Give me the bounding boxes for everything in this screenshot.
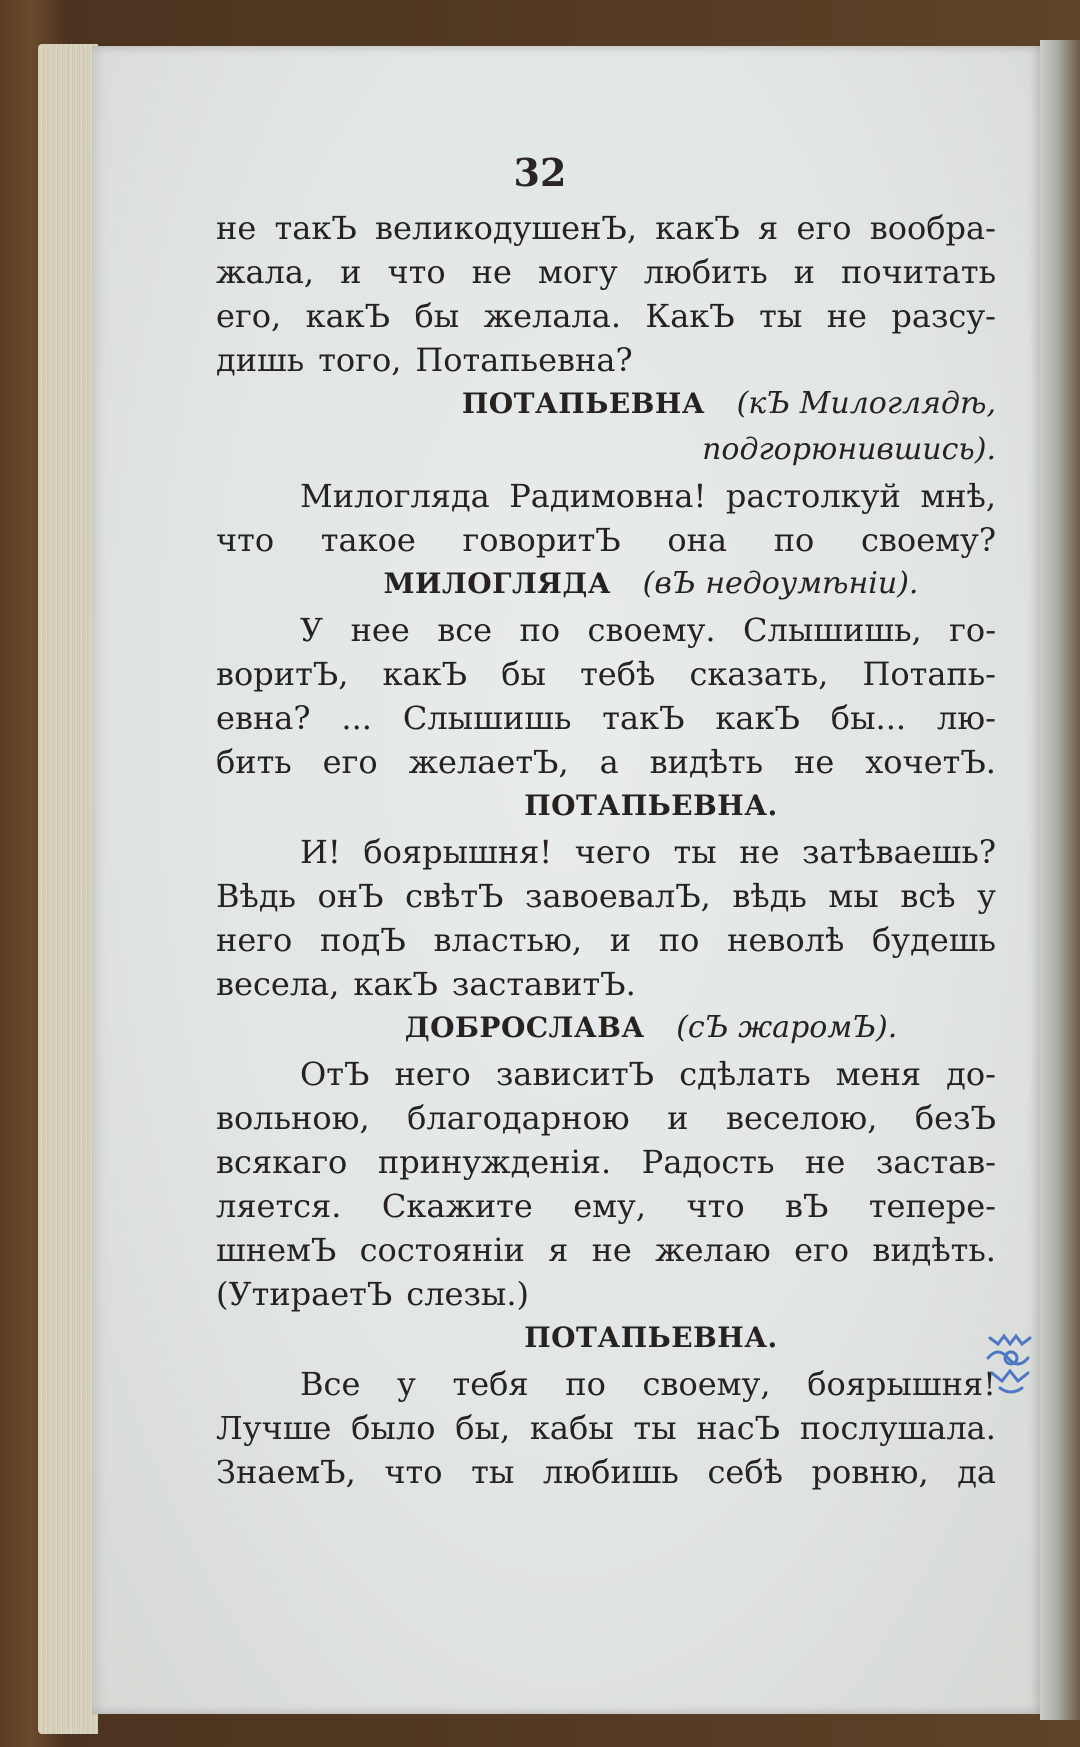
word: ему, [573, 1187, 647, 1225]
word: какЪ [305, 297, 391, 335]
speaker-heading [216, 784, 996, 830]
word: могу [537, 253, 618, 291]
word: зависитЪ [495, 1055, 655, 1093]
word: лю- [936, 699, 996, 737]
text-line [216, 1184, 996, 1228]
text-line [216, 696, 996, 740]
word: ты [633, 1409, 677, 1447]
word: по [519, 611, 561, 649]
word: всякаго [216, 1143, 348, 1181]
word: бить [216, 743, 292, 781]
text-line [216, 962, 996, 1006]
text-line [216, 1096, 996, 1140]
word: Милогляда [300, 477, 490, 515]
word: не [739, 833, 780, 871]
text-line [216, 874, 996, 918]
text-line [216, 250, 996, 294]
word: было [351, 1409, 436, 1447]
word: безЪ [914, 1099, 996, 1137]
word: тебя [452, 1365, 529, 1403]
stage-direction: (сЪ жаромЪ). [666, 1010, 898, 1045]
word: состояніи [359, 1231, 525, 1269]
word: го- [949, 611, 996, 649]
word: по [658, 921, 700, 959]
word: говоритЪ [462, 521, 621, 559]
library-stamp [980, 1318, 1042, 1400]
word: бы [501, 655, 546, 693]
word: ровню, [811, 1453, 929, 1491]
word: что [216, 521, 275, 559]
text-line [216, 294, 996, 338]
word: а [599, 743, 619, 781]
word: Слышишь, [743, 611, 922, 649]
word: (УтираетЪ [216, 1275, 393, 1313]
text-line [216, 830, 996, 874]
word: воритЪ, [216, 655, 349, 693]
word: бы... [830, 699, 907, 737]
word: что [686, 1187, 745, 1225]
page-number: 32 [513, 150, 567, 195]
word: желала. [483, 297, 621, 335]
word: по [565, 1365, 606, 1403]
word: я [548, 1231, 569, 1269]
stage-direction: (кЪ Милоглядѣ, [727, 386, 996, 421]
word: боярышня! [363, 833, 553, 871]
word: Скажите [381, 1187, 533, 1225]
word: ты [673, 833, 717, 871]
text-line [216, 740, 996, 784]
text-line [216, 1362, 996, 1406]
word: Потапь- [862, 655, 996, 693]
speaker-name: ПОТАПЬЕВНА [461, 387, 706, 420]
word: застав- [875, 1143, 996, 1181]
word: чего [574, 833, 651, 871]
play-text [216, 206, 996, 1494]
speaker-heading [216, 1316, 996, 1362]
word: такое [320, 521, 416, 559]
word: его [322, 743, 378, 781]
word: затѣваешь? [802, 833, 996, 871]
word: и [340, 253, 362, 291]
word: почитать [841, 253, 996, 291]
word: и [793, 253, 815, 291]
word: Лучше [216, 1409, 332, 1447]
speaker-heading [216, 382, 996, 428]
word: теперe- [868, 1187, 996, 1225]
word: до- [946, 1055, 996, 1093]
word: заставитЪ. [451, 965, 636, 1003]
word: что [384, 1453, 443, 1491]
word: онЪ [317, 877, 384, 915]
word: такЪ [602, 699, 685, 737]
speaker-name: ПОТАПЬЕВНА. [524, 1321, 778, 1354]
word: какЪ [715, 699, 800, 737]
speaker-name: ДОБРОСЛАВА [404, 1011, 645, 1044]
word: что [387, 253, 446, 291]
word: У [300, 611, 324, 649]
word: великодушенЪ, [375, 209, 638, 247]
word: будешь [872, 921, 996, 959]
word: его, [216, 297, 282, 335]
word: Все [300, 1365, 361, 1403]
word: желаю [655, 1231, 771, 1269]
word: хочетЪ. [865, 743, 996, 781]
word: Радимовна! [509, 477, 707, 515]
word: ты [759, 297, 803, 335]
word: его [794, 1231, 850, 1269]
word: Радость [641, 1143, 775, 1181]
word: какЪ [353, 965, 438, 1003]
word: нее [350, 611, 410, 649]
word: Вѣдь [216, 877, 296, 915]
word: все [437, 611, 493, 649]
word: свѣтЪ [405, 877, 504, 915]
word: у [977, 877, 996, 915]
word: не [471, 253, 512, 291]
word: по [773, 521, 815, 559]
word: сказать, [689, 655, 829, 693]
word: не [826, 297, 867, 335]
word: бы, [455, 1409, 511, 1447]
word: меня [835, 1055, 922, 1093]
text-line [216, 1272, 996, 1316]
word: да [957, 1453, 996, 1491]
word: ЗнаемЪ, [216, 1453, 356, 1491]
word: видѣть. [872, 1231, 996, 1269]
word: насЪ [696, 1409, 781, 1447]
speaker-heading [216, 562, 996, 608]
word: своему, [642, 1365, 771, 1403]
word: шнемЪ [216, 1231, 337, 1269]
word: не [805, 1143, 846, 1181]
word: властью, [433, 921, 582, 959]
word: вѣдь [732, 877, 807, 915]
text-line [216, 1228, 996, 1272]
word: благодарною [407, 1099, 630, 1137]
word: сдѣлать [679, 1055, 811, 1093]
word: видѣть [649, 743, 764, 781]
word: любить [643, 253, 768, 291]
text-line [216, 206, 996, 250]
right-page-edge [1040, 40, 1080, 1720]
word: вольною, [216, 1099, 370, 1137]
word: не [216, 209, 257, 247]
word: желаетЪ, [408, 743, 569, 781]
text-line [216, 1406, 996, 1450]
word: мы [828, 877, 879, 915]
word: какЪ [655, 209, 740, 247]
stage-direction: подгорюнившись). [702, 432, 996, 467]
word: ты [471, 1453, 515, 1491]
word: завоевалЪ, [525, 877, 711, 915]
word: подЪ [320, 921, 406, 959]
word: евна? [216, 699, 311, 737]
word: я [758, 209, 779, 247]
speaker-name: ПОТАПЬЕВНА. [524, 789, 778, 822]
word: него [216, 921, 293, 959]
word: ляется. [216, 1187, 342, 1225]
word: вообра- [869, 209, 996, 247]
word: послушала. [799, 1409, 996, 1447]
text-line [216, 1140, 996, 1184]
text-line [216, 1450, 996, 1494]
word: любишь [542, 1453, 679, 1491]
word: дишь [216, 341, 305, 379]
speaker-name: МИЛОГЛЯДА [383, 567, 612, 600]
word: себѣ [707, 1453, 783, 1491]
word: кабы [529, 1409, 614, 1447]
text-line [216, 918, 996, 962]
text-line [216, 652, 996, 696]
word: какЪ [382, 655, 468, 693]
word: Слышишь [402, 699, 572, 737]
word: и [667, 1099, 689, 1137]
text-line [216, 474, 996, 518]
speaker-heading [216, 1006, 996, 1052]
word: она [667, 521, 728, 559]
word: ОтЪ [300, 1055, 370, 1093]
word: разсу- [891, 297, 996, 335]
word: слезы.) [406, 1275, 530, 1313]
word: И! [300, 833, 341, 871]
word: своему? [860, 521, 996, 559]
word: у [397, 1365, 416, 1403]
word: всѣ [900, 877, 956, 915]
word: весела, [216, 965, 340, 1003]
word: тебѣ [580, 655, 656, 693]
word: неволѣ [727, 921, 845, 959]
text-line [216, 338, 996, 382]
word: веселою, [725, 1099, 878, 1137]
word: того, [318, 341, 402, 379]
text-line [216, 1052, 996, 1096]
word: бы [414, 297, 460, 335]
word: вЪ [784, 1187, 829, 1225]
word: не [591, 1231, 632, 1269]
word: КакЪ [645, 297, 735, 335]
word: Потапьевна? [415, 341, 633, 379]
word: такЪ [274, 209, 357, 247]
word: не [794, 743, 835, 781]
word: ... [341, 699, 372, 737]
text-line [216, 608, 996, 652]
word: растолкуй [725, 477, 901, 515]
word: его [796, 209, 852, 247]
stage-direction [216, 428, 996, 474]
word: мнѣ, [920, 477, 996, 515]
word: него [394, 1055, 471, 1093]
word: своему. [587, 611, 716, 649]
word: принужденія. [377, 1143, 612, 1181]
word: боярышня! [807, 1365, 996, 1403]
page-edges [38, 44, 98, 1734]
word: и [609, 921, 632, 959]
text-line [216, 518, 996, 562]
stage-direction: (вЪ недоумѣніи). [633, 566, 919, 601]
word: жала, [216, 253, 315, 291]
